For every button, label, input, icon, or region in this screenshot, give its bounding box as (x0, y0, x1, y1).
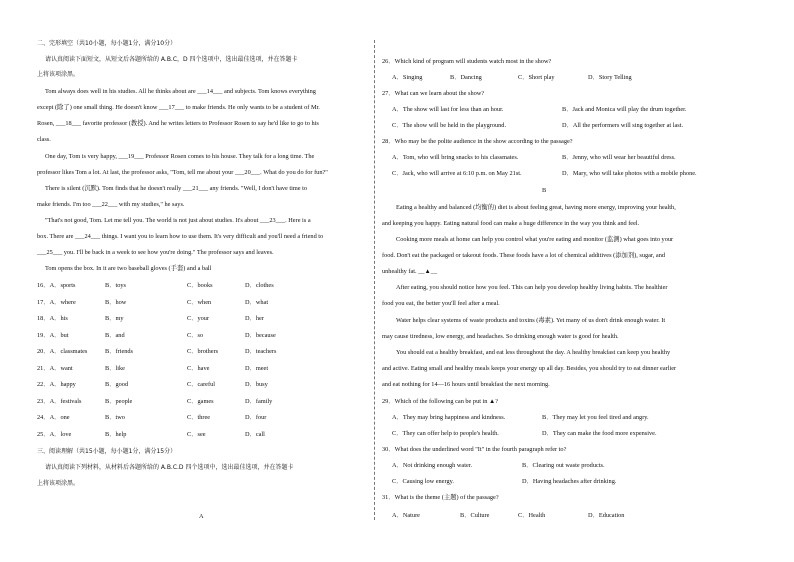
option-a[interactable]: 19．A．but (37, 331, 69, 339)
option-c[interactable]: C．when (187, 298, 212, 306)
question-26: 26．Which kind of program will students watch most in the show? (382, 58, 552, 65)
option-c[interactable]: C．Health (518, 512, 546, 519)
option-a[interactable]: A．They may bring happiness and kindness. (392, 414, 506, 421)
passage-line: unhealthy fat. __▲__ (382, 268, 438, 275)
section3-heading: 三、阅读理解（共15小题，每小题1分，满分15分） (37, 448, 177, 455)
option-d[interactable]: D．Having headaches after drinking. (522, 478, 617, 485)
option-a[interactable]: A．Not drinking enough water. (392, 462, 473, 469)
option-d[interactable]: D．They can make the food more expensive. (542, 430, 657, 437)
option-a[interactable]: A．Tom, who will bring snacks to his classmates. (392, 154, 519, 161)
option-d[interactable]: D．Mary, who will take photos with a mobile phone. (562, 170, 697, 177)
option-b[interactable]: B．good (105, 381, 129, 388)
option-d[interactable]: D．busy (245, 381, 268, 388)
section3-instruction: 请认真阅读下列材料，从材料后各题所给的 A.B.C.D 四个选项中，选出最佳选项，并在答题卡 (45, 464, 294, 471)
option-c[interactable]: C．Causing low energy. (392, 478, 454, 485)
option-d[interactable]: D．teachers (245, 348, 277, 355)
passage-line: "That's not good, Tom. Let me tell you. The world is not just about studies. It's about ___23___. Here is a (45, 217, 311, 224)
question-29: 29．Which of the following can be put in ▲? (382, 398, 499, 405)
option-b[interactable]: B．friends (105, 348, 133, 355)
option-b[interactable]: B．Clearing out waste products. (522, 462, 605, 469)
passage-line: and keeping you happy. Eating natural food can make a huge difference in the way you think and feel. (382, 220, 640, 227)
section-a-label: A (199, 513, 204, 520)
passage-line: You should eat a healthy breakfast, and eat less throughout the day. A healthy breakfast can keep you healthy (396, 349, 671, 356)
option-d[interactable]: D．what (245, 298, 269, 306)
option-a[interactable]: 20．A．classmates (37, 348, 88, 355)
section2-instruction: 请认真阅读下面短文，从短文后各题所给的 A.B.C，D 四个选项中，选出最佳选项，并在答题卡 (45, 56, 298, 63)
option-d[interactable]: D．family (245, 397, 273, 405)
option-b[interactable]: B．help (105, 430, 127, 438)
passage-line: After eating, you should notice how you feel. This can help you develop healthy living habits. The healthier (396, 284, 668, 291)
passage-line: and eat nothing for 14—16 hours until breakfast the next morning. (382, 381, 550, 388)
section2-heading: 二、完形填空（共10小题，每小题1分，满分10分） (37, 40, 177, 47)
option-b[interactable]: B．how (105, 298, 127, 306)
passage-line: One day, Tom is very happy, ___19___ Professor Rosen comes to his house. They talk for a long time. The (45, 153, 315, 160)
question-27: 27．What can we learn about the show? (382, 90, 485, 97)
option-c[interactable]: C．They can offer help to people's health. (392, 430, 499, 437)
passage-line: may cause tiredness, low energy, and headaches. So drinking enough water is good for health. (382, 333, 619, 340)
option-b[interactable]: B．Culture (460, 512, 490, 519)
option-d[interactable]: D．Story Telling (588, 74, 632, 81)
option-c[interactable]: C．brothers (187, 348, 219, 355)
option-c[interactable]: C．have (187, 364, 210, 372)
passage-line: Cooking more meals at home can help you control what you're eating and monitor (监测) what goes into your (396, 236, 674, 243)
section2-instruction-cont: 上将该项涂黑。 (37, 71, 80, 78)
passage-line: class. (37, 136, 51, 143)
option-d[interactable]: D．Education (588, 512, 625, 519)
option-d[interactable]: D．call (245, 430, 265, 438)
option-a[interactable]: A．Singing (392, 74, 423, 81)
option-c[interactable]: C．Jack, who will arrive at 6:10 p.m. on May 21st. (392, 170, 522, 177)
passage-line: except (除了) one small thing. He doesn't know ___17___ to make friends. He only wants to be a student of Mr. (37, 104, 320, 111)
question-31: 31．What is the theme (主题) of the passage? (382, 494, 499, 501)
option-b[interactable]: B．two (105, 414, 125, 421)
passage-line: Water helps clear systems of waste products and toxins (毒素). Yet many of us don't drink enough water. It (396, 317, 666, 324)
option-c[interactable]: C．games (187, 397, 214, 405)
option-d[interactable]: D．her (245, 315, 264, 322)
option-c[interactable]: C．see (187, 430, 206, 438)
option-d[interactable]: D．clothes (245, 282, 274, 289)
option-b[interactable]: B．like (105, 364, 125, 372)
passage-line: Tom opens the box. In it are two baseball gloves (手套) and a ball (45, 265, 212, 272)
option-c[interactable]: C．careful (187, 381, 215, 388)
option-d[interactable]: D．All the performers will sing together at last. (562, 122, 684, 129)
section3-instruction-cont: 上将该项涂黑。 (37, 480, 80, 487)
option-b[interactable]: B．people (105, 397, 133, 405)
option-c[interactable]: C．Short play (518, 74, 555, 81)
passage-line: food you eat, the better you'll feel after a meal. (382, 300, 500, 307)
option-a[interactable]: A．The show will last for less than an hour. (392, 106, 504, 113)
option-a[interactable]: 17．A．where (37, 298, 76, 306)
question-30: 30．What does the underlined word "It" in the fourth paragraph refer to? (382, 446, 567, 453)
passage-line: Eating a healthy and balanced (均衡的) diet is about feeling great, having more energy, improving your health, (396, 204, 676, 211)
section-b-label: B (542, 187, 547, 194)
question-28: 28．Who may be the polite audience in the show according to the passage? (382, 138, 573, 145)
passage-line: box. There are ___24___ things. I want you to learn how to use them. It's very difficult and you'll need a friend to (37, 233, 324, 240)
option-a[interactable]: 21．A．want (37, 364, 73, 372)
option-d[interactable]: D．meet (245, 364, 269, 372)
passage-line: professor likes Tom a lot. At last, the professor asks, "Tom, tell me about your ___20___. What do you do for fun?" (37, 169, 328, 176)
option-c[interactable]: C．The show will be held in the playground. (392, 122, 507, 129)
option-b[interactable]: B．my (105, 315, 124, 322)
passage-line: food. Don't eat the packaged or takeout foods. These foods have a lot of chemical additives (添加剂), sugar, and (382, 252, 665, 259)
option-c[interactable]: C．three (187, 414, 211, 421)
option-a[interactable]: 25．A．love (37, 430, 72, 438)
passage-line: ___25___ you. I'll be back in a week to see how you're doing." The professor says and leaves. (37, 249, 274, 256)
option-b[interactable]: B．toys (105, 282, 126, 289)
option-b[interactable]: B．and (105, 331, 125, 339)
passage-line: and active. Eating small and healthy meals keeps your energy up all day. Besides, you should try to eat dinner earlier (382, 365, 677, 372)
passage-line: There is silent (沉默). Tom finds that he doesn't really ___21___ any friends. "Well, I don't have time to (45, 185, 308, 192)
passage-line: Rosen, ___18___ favorite professor (教授). And he writes letters to Professor Rosen to say he'd like to go to his (37, 120, 319, 127)
option-b[interactable]: B．Jenny, who will wear her beautiful dress. (562, 154, 676, 161)
option-b[interactable]: B．They may let you feel tired and angry. (542, 414, 649, 421)
option-a[interactable]: 23．A．festivals (37, 397, 82, 405)
passage-line: Tom always does well in his studies. All he thinks about are ___14___ and subjects. Tom knows everything (45, 88, 316, 95)
column-divider (374, 40, 375, 520)
option-a[interactable]: 18．A．his (37, 315, 68, 322)
option-a[interactable]: A．Nature (392, 512, 420, 519)
option-a[interactable]: 16．A．sports (37, 282, 76, 289)
option-c[interactable]: C．so (187, 331, 204, 339)
option-b[interactable]: B．Dancing (450, 74, 482, 81)
passage-line: make friends. I'm too ___22___ with my studies," he says. (37, 201, 185, 208)
option-a[interactable]: 24．A．one (37, 414, 70, 421)
option-a[interactable]: 22．A．happy (37, 381, 76, 388)
option-b[interactable]: B．Jack and Monica will play the drum together. (562, 106, 687, 113)
option-d[interactable]: D．because (245, 331, 276, 339)
option-d[interactable]: D．four (245, 414, 267, 421)
option-c[interactable]: C．books (187, 282, 213, 289)
option-c[interactable]: C．your (187, 315, 210, 322)
